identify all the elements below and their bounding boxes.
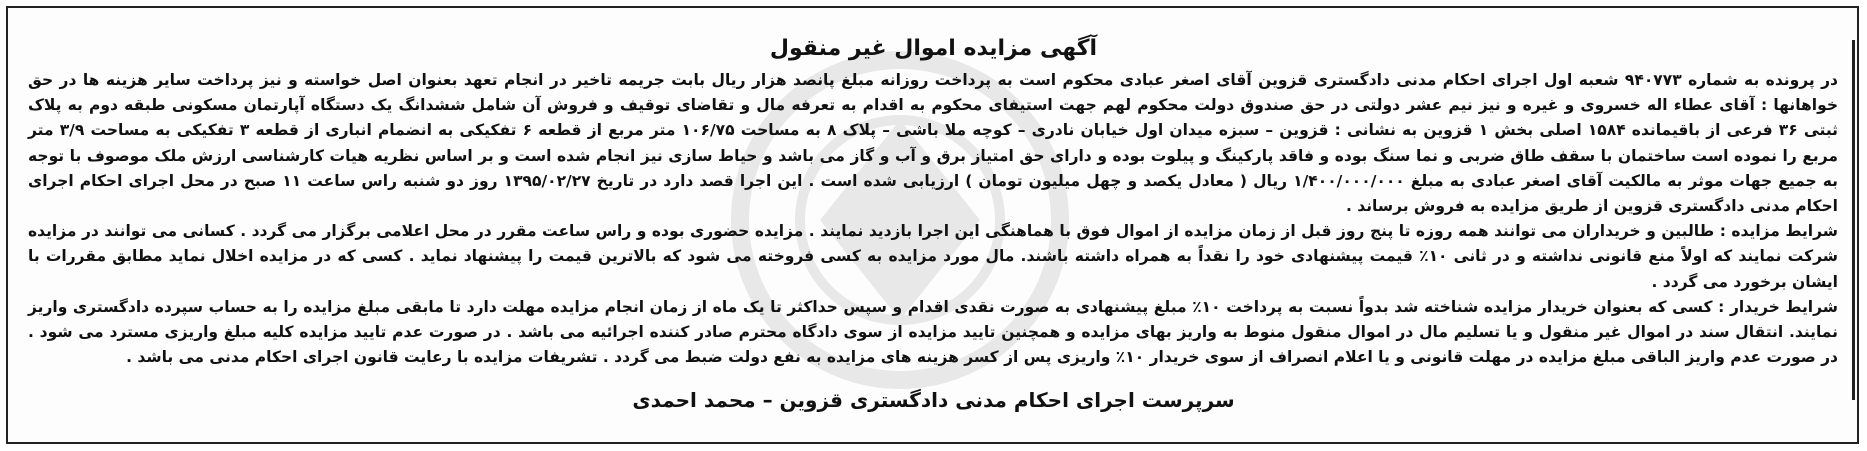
notice-paragraph-case: در پرونده به شماره ۹۴۰۷۷۳ شعبه اول اجرای احکام مدنی دادگستری قزوین آقای اصغر عبادی محکوم است به پرداخت روزانه مبلغ پانصد هزار ریال بابت جریمه تاخیر در انجام تعهد بعنوان اصل خواسته و نیز پرداخت سایر هزینه ها در حق خواهانها : آقای عطاء اله خسروی و غیره و نیز نیم عشر دولتی در حق صندوق دولت محکوم لهم جهت استیفای محکوم به اقدام به تعرفه مال و تقاضای توقیف و فروش آن شامل ششدانگ یک دستگاه آپارتمان مسکونی طبقه دوم به پلاک ثبتی ۳۶ فرعی از باقیمانده ۱۵۸۴ اصلی بخش ۱ قزوین به نشانی : قزوین – سبزه میدان اول خیابان نادری – کوچه ملا باشی – پلاک ۸ به مساحت ۱۰۶/۷۵ متر مربع از قطعه ۶ تفکیکی به انضمام انباری از قطعه ۳ تفکیکی به مساحت ۳/۹ متر مربع را نموده است ساختمان با سقف طاق ضربی و نما سنگ بوده و فاقد پارکینگ و پیلوت بوده و دارای حق امتیاز برق و آب و گاز می باشد و حیاط سازی نیز انجام شده است و بر اساس نظریه هیات کارشناسی ارزش ملک موصوف با توجه به جمیع جهات موثر به مالکیت آقای اصغر عبادی به مبلغ ۱/۴۰۰/۰۰۰/۰۰۰ ریال ( معادل یکصد و چهل میلیون تومان ) ارزیابی شده است . این اجرا قصد دارد در تاریخ ۱۳۹۵/۰۲/۲۷ روز دو شنبه راس ساعت ۱۱ صبح در محل اجرای احکام اجرای احکام مدنی دادگستری قزوین از طریق مزایده به فروش برساند . [28,71,1839,216]
notice-signature: سرپرست اجرای احکام مدنی دادگستری قزوین – محمد احمدی [632,388,1235,412]
notice-paragraph-buyer-terms: شرایط خریدار : کسی که بعنوان خریدار مزایده شناخته شد بدواً نسبت به پرداخت ۱۰٪ مبلغ پیشنهادی به صورت نقدی اقدام و سپس حداکثر تا یک ماه از زمان انجام مزایده مهلت دارد تا مابقی مبلغ مزایده را به حساب سپرده دادگستری واریز نمایند. انتقال سند در اموال غیر منقول و یا تسلیم مال در اموال منقول منوط به واریز بهای مزایده و همچنین تایید مزایده از سوی دادگاه محترم صادر کننده اجرائیه می باشد . در صورت عدم تایید مزایده کلیه مبلغ واریزی مسترد می شود . در صورت عدم واریز الباقی مبلغ مزایده در مهلت قانونی و یا اعلام انصراف از سوی خریدار ۱۰٪ واریزی پس از کسر هزینه های مزایده به نفع دولت ضبط می گردد . تشریفات مزایده با رعایت قانون اجرای احکام مدنی می باشد . [28,297,1838,367]
notice-paragraph-auction-terms: شرایط مزایده : طالبین و خریداران می توانند همه روزه تا پنج روز قبل از زمان مزایده از اموال فوق با هماهنگی این اجرا بازدید نمایند . مزایده حضوری بوده و راس ساعت مقرر در محل اعلامی برگزار می گردد . کسانی می توانند در مزایده شرکت نمایند که اولاً منع قانونی نداشته و در ثانی ۱۰٪ قیمت پیشنهادی خود را نقداً به همراه داشته باشند. مال مورد مزایده به کسی فروخته می شود که بالاترین قیمت را پیشنهاد نماید . کسی که در مزایده اخلال نماید مطابق مقررات با ایشان برخورد می گردد . [28,222,1838,291]
margin-rule [1852,40,1855,400]
notice-title: آگهی مزایده اموال غیر منقول [769,36,1098,61]
notice-body [28,68,1838,370]
